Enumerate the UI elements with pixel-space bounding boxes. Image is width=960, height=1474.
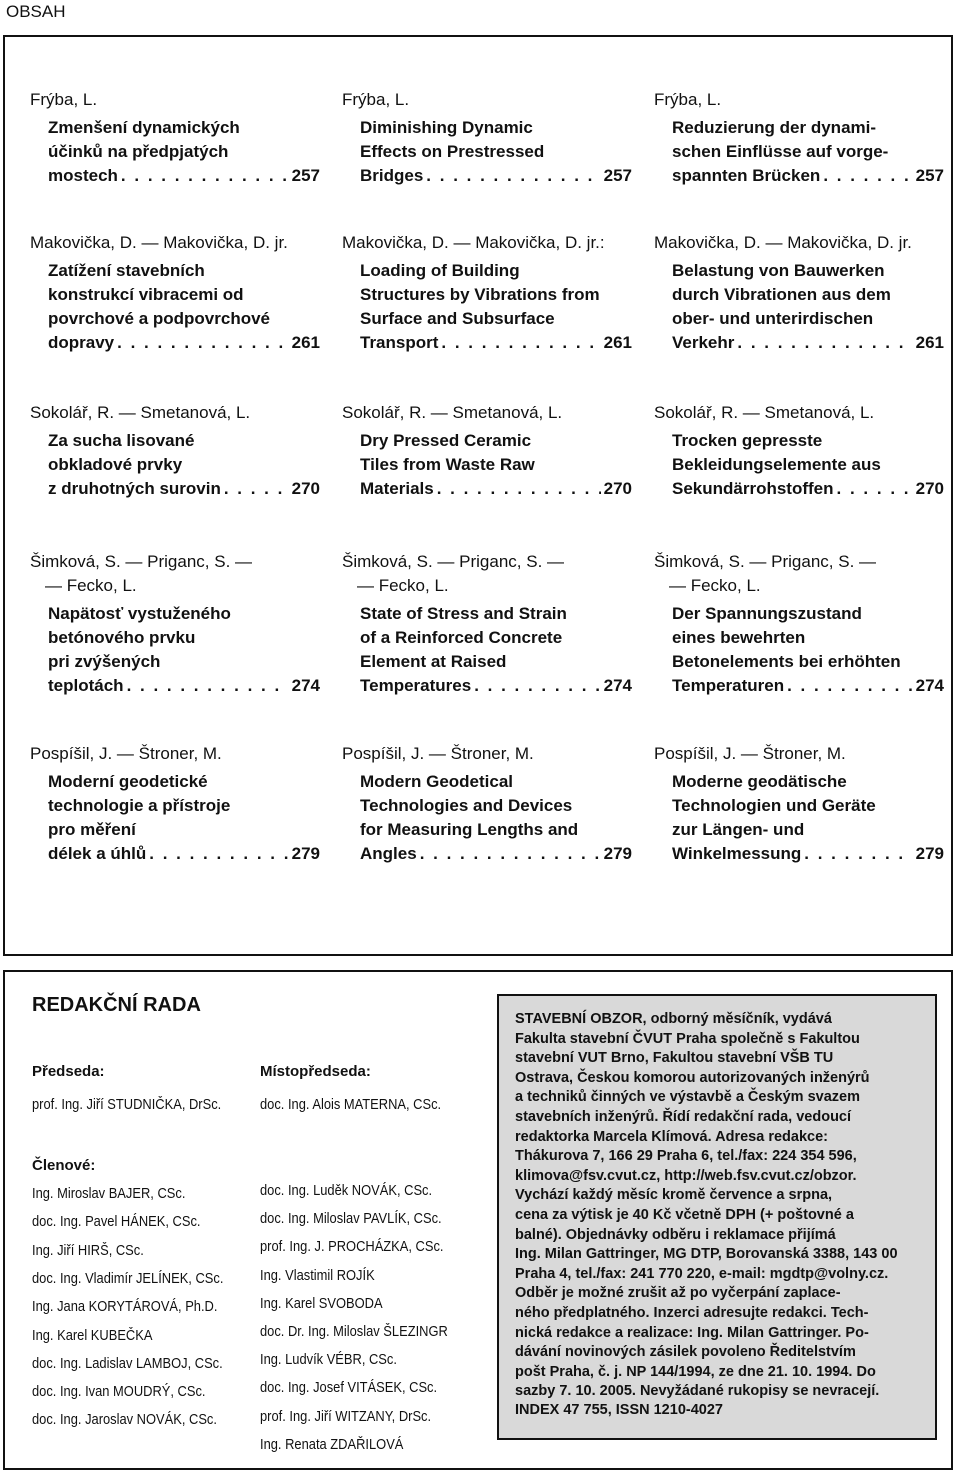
toc-title-line: teplotách bbox=[48, 676, 124, 695]
toc-title-line: konstrukcí vibracemi od bbox=[48, 285, 244, 304]
toc-title-line: Napätosť vystuženého bbox=[48, 604, 231, 623]
dot-leader bbox=[149, 842, 288, 866]
page-number: 279 bbox=[603, 844, 632, 863]
toc-title-line: Structures by Vibrations from bbox=[360, 285, 600, 304]
dot-leader bbox=[224, 477, 289, 501]
toc-title bbox=[48, 259, 320, 355]
toc-authors: Sokolář, R. — Smetanová, L. bbox=[654, 403, 875, 422]
toc-title-line: Trocken gepresste bbox=[672, 431, 823, 450]
toc-title-line: of a Reinforced Concrete bbox=[360, 628, 563, 647]
toc-authors: Frýba, L. bbox=[342, 90, 410, 109]
dot-leader bbox=[737, 331, 912, 355]
toc-authors: — Fecko, L. bbox=[45, 576, 137, 595]
toc-authors: Frýba, L. bbox=[654, 90, 722, 109]
toc-entry[interactable] bbox=[342, 550, 632, 698]
dot-leader bbox=[127, 674, 289, 698]
dot-leader bbox=[426, 164, 600, 188]
toc-title-last-line bbox=[360, 164, 632, 188]
toc-title-line: schen Einflüsse auf vorge- bbox=[672, 142, 889, 161]
toc-title bbox=[360, 429, 632, 501]
info-line: a techniků činných ve výstavbě a Českým svazem bbox=[515, 1089, 860, 1106]
info-line: stavební VUT Brno, Fakultou stavební VŠB TU bbox=[515, 1050, 834, 1067]
toc-title-line: Effects on Prestressed bbox=[360, 142, 545, 161]
info-line: sazby 7. 10. 2005. Nevyžádané rukopisy se nevracejí. bbox=[515, 1383, 880, 1400]
toc-title bbox=[672, 116, 944, 188]
page-number: 261 bbox=[291, 333, 320, 352]
toc-title-line: Loading of Building bbox=[360, 261, 520, 280]
toc-title-line: obkladové prvky bbox=[48, 455, 183, 474]
toc-entry[interactable] bbox=[342, 88, 632, 188]
page-number: 257 bbox=[291, 166, 320, 185]
dot-leader bbox=[441, 331, 600, 355]
toc-authors: Šimková, S. — Priganc, S. — bbox=[30, 552, 253, 571]
page-number: 279 bbox=[291, 844, 320, 863]
toc-title-line: ober- und unterirdischen bbox=[672, 309, 874, 328]
toc-entry[interactable] bbox=[30, 231, 320, 355]
info-line: Odběr je možné zrušit až po vyčerpání zaplace- bbox=[515, 1285, 841, 1302]
toc-title-line: Bridges bbox=[360, 166, 424, 185]
board-member: doc. Ing. Miloslav PAVLÍK, CSc. bbox=[260, 1210, 442, 1228]
toc-entry[interactable] bbox=[342, 231, 632, 355]
toc-title bbox=[360, 770, 632, 866]
info-line: cena za výtisk je 40 Kč včetně DPH (+ poštovné a bbox=[515, 1206, 854, 1223]
toc-title bbox=[360, 602, 632, 698]
info-line: Ing. Milan Gattringer, MG DTP, Borovanská 3388, 143 00 bbox=[515, 1246, 898, 1263]
toc-title-last-line bbox=[672, 164, 944, 188]
toc-title-line: eines bewehrten bbox=[672, 628, 806, 647]
toc-title-line: Temperatures bbox=[360, 676, 472, 695]
toc-entry[interactable] bbox=[342, 401, 632, 501]
chair-name: prof. Ing. Jiří STUDNIČKA, DrSc. bbox=[32, 1096, 222, 1113]
toc-title-line: Verkehr bbox=[672, 333, 735, 352]
board-member: doc. Ing. Ivan MOUDRÝ, CSc. bbox=[32, 1383, 206, 1401]
info-line: Vychází každý měsíc kromě července a srpna, bbox=[515, 1187, 833, 1204]
toc-title-line: Reduzierung der dynami- bbox=[672, 118, 877, 137]
board-member: Ing. Karel KUBEČKA bbox=[32, 1326, 153, 1344]
toc-authors: Frýba, L. bbox=[30, 90, 98, 109]
toc-title-line: Technologien und Geräte bbox=[672, 796, 876, 815]
board-member: doc. Ing. Vladimír JELÍNEK, CSc. bbox=[32, 1269, 224, 1287]
toc-title-line: for Measuring Lengths and bbox=[360, 820, 579, 839]
toc-entry[interactable] bbox=[654, 401, 944, 501]
toc-title-last-line bbox=[48, 164, 320, 188]
toc-authors: Makovička, D. — Makovička, D. jr.: bbox=[342, 233, 605, 252]
toc-title-last-line bbox=[672, 842, 944, 866]
info-line: pošt Praha, č. j. NP 144/1994, ze dne 21. 10. 1994. Do bbox=[515, 1363, 876, 1380]
board-member: prof. Ing. J. PROCHÁZKA, CSc. bbox=[260, 1238, 444, 1256]
info-line: dávání novinových zásilek povoleno Ředitelstvím bbox=[515, 1344, 856, 1361]
dot-leader bbox=[121, 164, 289, 188]
info-line: Fakulta stavební ČVUT Praha společně s Fakultou bbox=[515, 1030, 860, 1047]
info-line: stavebních inženýrů. Řídí redakční rada, vedoucí bbox=[515, 1108, 852, 1125]
toc-entry[interactable] bbox=[30, 742, 320, 866]
toc-title-last-line bbox=[48, 674, 320, 698]
toc-title-line: mostech bbox=[48, 166, 118, 185]
page-number: 270 bbox=[291, 479, 320, 498]
toc-title bbox=[48, 602, 320, 698]
board-member: Ing. Ludvík VÉBR, CSc. bbox=[260, 1351, 397, 1369]
toc-title-line: Element at Raised bbox=[360, 652, 507, 671]
info-line: nická redakce a realizace: Ing. Milan Gattringer. Po- bbox=[515, 1324, 869, 1341]
board-member: doc. Ing. Luděk NOVÁK, CSc. bbox=[260, 1182, 433, 1199]
toc-title bbox=[672, 429, 944, 501]
page-number: 257 bbox=[603, 166, 632, 185]
toc-authors: Makovička, D. — Makovička, D. jr. bbox=[30, 233, 288, 252]
board-member: Ing. Karel SVOBODA bbox=[260, 1294, 383, 1312]
toc-title-line: Moderne geodätische bbox=[672, 772, 847, 791]
toc-title-line: betónového prvku bbox=[48, 628, 196, 647]
page-number: 261 bbox=[603, 333, 632, 352]
page-number: 274 bbox=[603, 676, 632, 695]
chair-label: Předseda: bbox=[32, 1063, 105, 1080]
toc-entry[interactable] bbox=[654, 742, 944, 866]
board-member: Ing. Renata ZDAŘILOVÁ bbox=[260, 1435, 404, 1453]
dot-leader bbox=[837, 477, 913, 501]
info-line: STAVEBNÍ OBZOR, odborný měsíčník, vydává bbox=[515, 1011, 832, 1027]
toc-title-line: Bekleidungselemente aus bbox=[672, 455, 881, 474]
toc-authors: Pospíšil, J. — Štroner, M. bbox=[30, 744, 222, 763]
page-number: 270 bbox=[915, 479, 944, 498]
dot-leader bbox=[787, 674, 913, 698]
dot-leader bbox=[117, 331, 288, 355]
toc-title-line: dopravy bbox=[48, 333, 115, 352]
toc-entry[interactable] bbox=[342, 742, 632, 866]
toc-title-line: Surface and Subsurface bbox=[360, 309, 555, 328]
toc-title bbox=[672, 770, 944, 866]
toc-title-line: Zatížení stavebních bbox=[48, 261, 205, 280]
toc-title bbox=[672, 259, 944, 355]
page-number: 274 bbox=[915, 676, 944, 695]
toc-entry[interactable] bbox=[30, 550, 320, 698]
vice-chair-label: Místopředseda: bbox=[260, 1063, 371, 1080]
toc-title-line: pri zvýšených bbox=[48, 652, 161, 671]
toc-title bbox=[48, 429, 320, 501]
board-member: Ing. Miroslav BAJER, CSc. bbox=[32, 1185, 186, 1202]
page-number: 257 bbox=[915, 166, 944, 185]
toc-title-line: Diminishing Dynamic bbox=[360, 118, 533, 137]
dot-leader bbox=[823, 164, 912, 188]
toc-entry[interactable] bbox=[30, 88, 320, 188]
toc-authors: Pospíšil, J. — Štroner, M. bbox=[342, 744, 534, 763]
toc-title-line: Belastung von Bauwerken bbox=[672, 261, 885, 280]
toc-title-line: Technologies and Devices bbox=[360, 796, 573, 815]
board-member: doc. Dr. Ing. Miloslav ŠLEZINGR bbox=[260, 1323, 448, 1340]
toc-title-line: účinků na předpjatých bbox=[48, 142, 229, 161]
toc-authors: — Fecko, L. bbox=[357, 576, 449, 595]
dot-leader bbox=[420, 842, 601, 866]
toc-title bbox=[48, 116, 320, 188]
toc-title-line: technologie a přístroje bbox=[48, 796, 231, 815]
board-member: Ing. Jiří HIRŠ, CSc. bbox=[32, 1241, 144, 1259]
toc-title-line: durch Vibrationen aus dem bbox=[672, 285, 891, 304]
toc-title-last-line bbox=[48, 477, 320, 501]
toc-title bbox=[672, 602, 944, 698]
board-member: doc. Ing. Josef VITÁSEK, CSc. bbox=[260, 1379, 438, 1397]
page-number: 274 bbox=[291, 676, 320, 695]
page-number: 279 bbox=[915, 844, 944, 863]
toc-authors: Sokolář, R. — Smetanová, L. bbox=[30, 403, 251, 422]
toc-authors: Makovička, D. — Makovička, D. jr. bbox=[654, 233, 912, 252]
info-line: balné). Objednávky odběru i reklamace přijímá bbox=[515, 1226, 836, 1243]
board-member: doc. Ing. Pavel HÁNEK, CSc. bbox=[32, 1213, 201, 1231]
toc-authors: Pospíšil, J. — Štroner, M. bbox=[654, 744, 846, 763]
toc-title-line: Modern Geodetical bbox=[360, 772, 514, 791]
info-line: Praha 4, tel./fax: 241 770 220, e-mail: mgdtp@volny.cz. bbox=[515, 1265, 889, 1282]
toc-title-line: Temperaturen bbox=[672, 676, 785, 695]
toc-title-line: Betonelements bei erhöhten bbox=[672, 652, 901, 671]
vice-chair-name: doc. Ing. Alois MATERNA, CSc. bbox=[260, 1096, 442, 1113]
toc-entry[interactable] bbox=[654, 88, 944, 188]
toc-title-line: Dry Pressed Ceramic bbox=[360, 431, 532, 450]
toc-title-line: Moderní geodetické bbox=[48, 772, 208, 791]
board-title: REDAKČNÍ RADA bbox=[32, 994, 201, 1016]
toc-title-line: Za sucha lisované bbox=[48, 431, 195, 450]
toc-title-line: Angles bbox=[360, 844, 417, 863]
toc-authors: Šimková, S. — Priganc, S. — bbox=[654, 552, 877, 571]
toc-title-last-line bbox=[48, 331, 320, 355]
toc-authors: — Fecko, L. bbox=[669, 576, 761, 595]
info-line: redaktorka Marcela Klímová. Adresa redakce: bbox=[515, 1128, 828, 1145]
toc-title-line: Winkelmessung bbox=[672, 844, 802, 863]
toc-title-line: Transport bbox=[360, 333, 439, 352]
toc-title-line: spannten Brücken bbox=[672, 166, 821, 185]
board-member: Ing. Jana KORYTÁROVÁ, Ph.D. bbox=[32, 1298, 218, 1316]
info-line: Thákurova 7, 166 29 Praha 6, tel./fax: 224 354 596, bbox=[515, 1148, 857, 1165]
dot-leader bbox=[474, 674, 600, 698]
info-line: Ostrava, Českou komorou autorizovaných inženýrů bbox=[515, 1069, 870, 1086]
dot-leader bbox=[804, 842, 912, 866]
board-member: Ing. Vlastimil ROJÍK bbox=[260, 1266, 375, 1284]
toc-title-last-line bbox=[672, 674, 944, 698]
toc-title-last-line bbox=[48, 842, 320, 866]
toc-title-line: State of Stress and Strain bbox=[360, 604, 567, 623]
toc-entry[interactable] bbox=[30, 401, 320, 501]
page-number: 261 bbox=[915, 333, 944, 352]
dot-leader bbox=[437, 477, 601, 501]
toc-title-line: pro měření bbox=[48, 820, 136, 839]
toc-title-last-line bbox=[360, 842, 632, 866]
members-label: Členové: bbox=[32, 1157, 96, 1174]
toc-authors: Sokolář, R. — Smetanová, L. bbox=[342, 403, 563, 422]
board-member: doc. Ing. Ladislav LAMBOJ, CSc. bbox=[32, 1354, 223, 1372]
page-number: 270 bbox=[603, 479, 632, 498]
toc-title-line: zur Längen- und bbox=[672, 820, 805, 839]
toc-title bbox=[360, 116, 632, 188]
issn: INDEX 47 755, ISSN 1210-4027 bbox=[515, 1402, 723, 1418]
toc-title-last-line bbox=[672, 477, 944, 501]
publication-info bbox=[515, 1010, 915, 1402]
toc-title-line: z druhotných surovin bbox=[48, 479, 221, 498]
toc-title-line: Tiles from Waste Raw bbox=[360, 455, 535, 474]
toc-title bbox=[360, 259, 632, 355]
toc-title-last-line bbox=[360, 331, 632, 355]
toc-title-line: povrchové a podpovrchové bbox=[48, 309, 270, 328]
toc-authors: Šimková, S. — Priganc, S. — bbox=[342, 552, 565, 571]
toc-entry[interactable] bbox=[654, 231, 944, 355]
info-line: klimova@fsv.cvut.cz, http://web.fsv.cvut.cz/obzor. bbox=[515, 1167, 857, 1184]
toc-title-last-line bbox=[672, 331, 944, 355]
toc-title-line: Zmenšení dynamických bbox=[48, 118, 240, 137]
toc-title-line: Der Spannungszustand bbox=[672, 604, 862, 623]
section-label: OBSAH bbox=[6, 2, 66, 21]
toc-title-line: délek a úhlů bbox=[48, 844, 147, 863]
board-member: prof. Ing. Jiří WITZANY, DrSc. bbox=[260, 1407, 432, 1425]
toc-title-last-line bbox=[360, 477, 632, 501]
toc-entry[interactable] bbox=[654, 550, 944, 698]
toc-title-line: Sekundärrohstoffen bbox=[672, 479, 834, 498]
board-member: doc. Ing. Jaroslav NOVÁK, CSc. bbox=[32, 1411, 217, 1429]
toc-title bbox=[48, 770, 320, 866]
toc-title-last-line bbox=[360, 674, 632, 698]
info-line: ného předplatného. Inzerci adresujte redakci. Tech- bbox=[515, 1304, 869, 1321]
toc-title-line: Materials bbox=[360, 479, 434, 498]
